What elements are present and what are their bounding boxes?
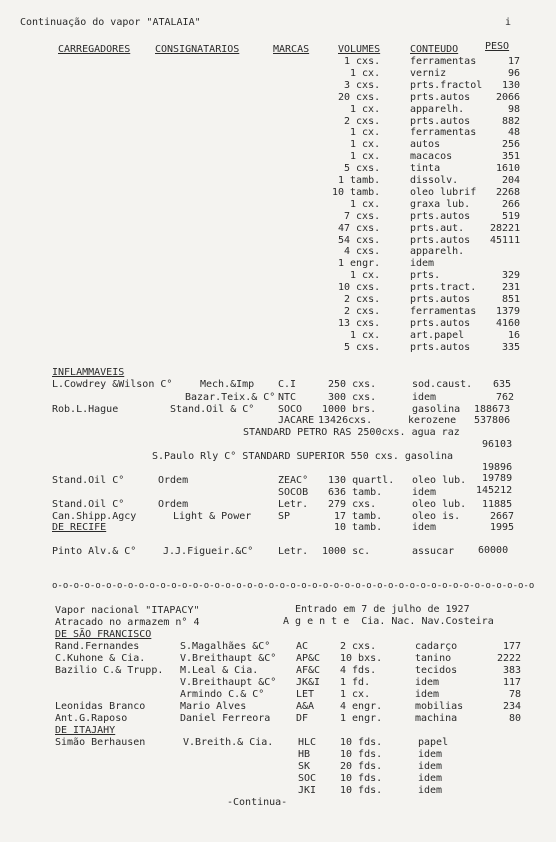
cargo-peso: 266 bbox=[502, 199, 521, 210]
marca: NTC bbox=[278, 392, 297, 403]
sf-conteudo: tecidos bbox=[415, 665, 458, 676]
cargo-peso: 130 bbox=[502, 80, 521, 91]
peso: 537806 bbox=[474, 415, 511, 426]
header-carregadores: CARREGADORES bbox=[58, 44, 131, 55]
header-volumes: VOLUMES bbox=[338, 44, 381, 55]
carregador: Stand.Oil C° bbox=[52, 475, 125, 486]
sf-conteudo: mobilias bbox=[415, 701, 464, 712]
sf-carregador: C.Kuhone & Cia. bbox=[55, 653, 146, 664]
volume: 1000 sc. bbox=[322, 546, 371, 557]
sf-marca: JK&I bbox=[296, 677, 321, 688]
cargo-volume: 1 tamb. bbox=[338, 175, 381, 186]
cargo-volume: 1 cxs. bbox=[344, 56, 381, 67]
sf-marca: LET bbox=[296, 689, 315, 700]
conteudo: oleo lub. bbox=[412, 475, 467, 486]
cargo-peso: 2066 bbox=[496, 92, 521, 103]
consignatario: J.J.Figueir.&C° bbox=[163, 546, 254, 557]
sf-marca: A&A bbox=[296, 701, 315, 712]
sf-peso: 2222 bbox=[497, 653, 522, 664]
cargo-volume: 1 cx. bbox=[350, 127, 381, 138]
sf-peso: 80 bbox=[509, 713, 522, 724]
section-heading-sao-francisco: DE SÃO FRANCISCO bbox=[55, 629, 152, 640]
conteudo: sod.caust. bbox=[412, 379, 473, 390]
peso: 11885 bbox=[482, 499, 513, 510]
it-conteudo: idem bbox=[418, 785, 443, 796]
conteudo: idem bbox=[412, 392, 437, 403]
conteudo: idem bbox=[412, 522, 437, 533]
page-number: i bbox=[505, 17, 512, 28]
conteudo: gasolina bbox=[412, 404, 461, 415]
vessel-berth: Atracado no armazem n° 4 bbox=[55, 617, 200, 628]
cargo-conteudo: prts.autos bbox=[410, 294, 471, 305]
cargo-peso: 882 bbox=[502, 116, 521, 127]
cargo-volume: 1 cx. bbox=[350, 151, 381, 162]
footer-continua: -Continua- bbox=[227, 797, 288, 808]
sf-consignatario: Armindo C.& C° bbox=[180, 689, 265, 700]
it-volume: 10 fds. bbox=[340, 749, 383, 760]
consignatario: Ordem bbox=[158, 475, 189, 486]
marca: SP bbox=[278, 511, 291, 522]
peso: 19789 bbox=[482, 473, 513, 484]
conteudo: assucar bbox=[412, 546, 455, 557]
cargo-volume: 54 cxs. bbox=[338, 235, 381, 246]
cargo-conteudo: oleo lubrif bbox=[410, 187, 477, 198]
cargo-conteudo: ferramentas bbox=[410, 56, 477, 67]
conteudo: oleo is. bbox=[412, 511, 461, 522]
cargo-volume: 13 cxs. bbox=[338, 318, 381, 329]
cargo-peso: 48 bbox=[508, 127, 521, 138]
cargo-conteudo: art.papel bbox=[410, 330, 465, 341]
cargo-conteudo: ferramentas bbox=[410, 127, 477, 138]
cargo-conteudo: apparelh. bbox=[410, 246, 465, 257]
consignatario: Light & Power bbox=[173, 511, 252, 522]
sf-marca: AF&C bbox=[296, 665, 321, 676]
sf-peso: 383 bbox=[503, 665, 522, 676]
vessel-agent: A g e n t e Cia. Nac. Nav.Costeira bbox=[283, 616, 494, 627]
sf-consignatario: V.Breithaupt &C° bbox=[180, 653, 277, 664]
sf-carregador: Ant.G.Raposo bbox=[55, 713, 128, 724]
cargo-conteudo: prts.autos bbox=[410, 342, 471, 353]
cargo-volume: 7 cxs. bbox=[344, 211, 381, 222]
it-marca: HB bbox=[298, 749, 311, 760]
cargo-volume: 2 cxs. bbox=[344, 294, 381, 305]
marca: Letr. bbox=[278, 499, 309, 510]
it-marca: HLC bbox=[298, 737, 317, 748]
cargo-volume: 10 tamb. bbox=[332, 187, 381, 198]
cargo-conteudo: prts.tract. bbox=[410, 282, 477, 293]
cargo-conteudo: dissolv. bbox=[410, 175, 459, 186]
peso: 19896 bbox=[482, 462, 513, 473]
sf-volume: 4 engr. bbox=[340, 701, 383, 712]
cargo-conteudo: idem bbox=[410, 258, 435, 269]
sf-marca: AC bbox=[296, 641, 309, 652]
cargo-volume: 1 cx. bbox=[350, 68, 381, 79]
cargo-peso: 851 bbox=[502, 294, 521, 305]
cargo-volume: 1 cx. bbox=[350, 139, 381, 150]
marca: JACARE bbox=[278, 415, 315, 426]
cargo-peso: 204 bbox=[502, 175, 521, 186]
cargo-volume: 47 cxs. bbox=[338, 223, 381, 234]
volume: 130 quartl. bbox=[328, 475, 395, 486]
volume: 13426cxs. bbox=[318, 415, 373, 426]
peso: 60000 bbox=[478, 545, 509, 556]
volume: 636 tamb. bbox=[328, 487, 383, 498]
cargo-peso: 256 bbox=[502, 139, 521, 150]
cargo-peso: 45111 bbox=[490, 235, 521, 246]
cargo-peso: 1379 bbox=[496, 306, 521, 317]
cargo-peso: 519 bbox=[502, 211, 521, 222]
cargo-conteudo: autos bbox=[410, 139, 441, 150]
volume: 1000 brs. bbox=[322, 404, 377, 415]
cargo-peso: 329 bbox=[502, 270, 521, 281]
sf-consignatario: M.Leal & Cia. bbox=[180, 665, 259, 676]
peso: 188673 bbox=[474, 404, 511, 415]
marca: C.I bbox=[278, 379, 297, 390]
conteudo: idem bbox=[412, 487, 437, 498]
carregador: L.Cowdrey &Wilson C° bbox=[52, 379, 173, 390]
cargo-peso: 96 bbox=[508, 68, 521, 79]
carregador: Stand.Oil C° bbox=[52, 499, 125, 510]
it-conteudo: idem bbox=[418, 773, 443, 784]
sf-peso: 234 bbox=[503, 701, 522, 712]
cargo-peso: 17 bbox=[508, 56, 521, 67]
cargo-volume: 1 cx. bbox=[350, 330, 381, 341]
section-heading-inflammaveis: INFLAMMAVEIS bbox=[52, 367, 125, 378]
volume: 17 tamb. bbox=[334, 511, 383, 522]
volume: 279 cxs. bbox=[328, 499, 377, 510]
it-conteudo: idem bbox=[418, 749, 443, 760]
conteudo: kerozene bbox=[408, 415, 457, 426]
cargo-volume: 5 cxs. bbox=[344, 163, 381, 174]
it-volume: 10 fds. bbox=[340, 773, 383, 784]
marca: Letr. bbox=[278, 546, 309, 557]
sf-consignatario: Mario Alves bbox=[180, 701, 247, 712]
volume: 250 cxs. bbox=[328, 379, 377, 390]
volume: 10 tamb. bbox=[334, 522, 383, 533]
sf-volume: 4 fds. bbox=[340, 665, 377, 676]
vessel-name: Vapor nacional "ITAPACY" bbox=[55, 605, 200, 616]
cargo-volume: 4 cxs. bbox=[344, 246, 381, 257]
standard-petro-line: STANDARD PETRO RAS 2500cxs. agua raz bbox=[243, 427, 460, 438]
sf-carregador: Leonidas Branco bbox=[55, 701, 146, 712]
cargo-conteudo: prts. bbox=[410, 270, 441, 281]
cargo-volume: 3 cxs. bbox=[344, 80, 381, 91]
cargo-peso: 28221 bbox=[490, 223, 521, 234]
header-peso: PESO bbox=[485, 41, 510, 52]
marca: ZEAC° bbox=[278, 475, 309, 486]
sf-conteudo: tanino bbox=[415, 653, 452, 664]
cargo-volume: 2 cxs. bbox=[344, 116, 381, 127]
sf-carregador: Rand.Fernandes bbox=[55, 641, 140, 652]
peso: 1995 bbox=[490, 522, 515, 533]
volume: 300 cxs. bbox=[328, 392, 377, 403]
header-conteudo: CONTEUDO bbox=[410, 44, 459, 55]
peso: 2667 bbox=[490, 511, 515, 522]
it-conteudo: papel bbox=[418, 737, 449, 748]
cargo-conteudo: graxa lub. bbox=[410, 199, 471, 210]
carregador: Rob.L.Hague bbox=[52, 404, 119, 415]
marca: SOCO bbox=[278, 404, 303, 415]
peso: 96103 bbox=[482, 439, 513, 450]
cargo-peso: 16 bbox=[508, 330, 521, 341]
cargo-conteudo: macacos bbox=[410, 151, 453, 162]
it-volume: 10 fds. bbox=[340, 785, 383, 796]
sf-peso: 177 bbox=[503, 641, 522, 652]
cargo-peso: 2268 bbox=[496, 187, 521, 198]
cargo-conteudo: verniz bbox=[410, 68, 447, 79]
section-heading-itajahy: DE ITAJAHY bbox=[55, 725, 116, 736]
cargo-volume: 2 cxs. bbox=[344, 306, 381, 317]
cargo-volume: 10 cxs. bbox=[338, 282, 381, 293]
cargo-volume: 1 cx. bbox=[350, 104, 381, 115]
cargo-peso: 1610 bbox=[496, 163, 521, 174]
sf-volume: 1 fd. bbox=[340, 677, 371, 688]
it-carregador: Simão Berhausen bbox=[55, 737, 146, 748]
marca: SOCOB bbox=[278, 487, 309, 498]
vessel-arrival: Entrado em 7 de julho de 1927 bbox=[295, 604, 470, 615]
cargo-peso: 98 bbox=[508, 104, 521, 115]
cargo-peso: 335 bbox=[502, 342, 521, 353]
cargo-conteudo: prts.autos bbox=[410, 318, 471, 329]
consignatario: Mech.&Imp bbox=[200, 379, 255, 390]
peso: 635 bbox=[493, 379, 512, 390]
sf-volume: 1 engr. bbox=[340, 713, 383, 724]
sf-conteudo: idem bbox=[415, 677, 440, 688]
cargo-conteudo: prts.autos bbox=[410, 116, 471, 127]
cargo-conteudo: prts.autos bbox=[410, 211, 471, 222]
conteudo: oleo lub. bbox=[412, 499, 467, 510]
it-marca: SOC bbox=[298, 773, 317, 784]
cargo-conteudo: prts.aut. bbox=[410, 223, 465, 234]
cargo-conteudo: ferramentas bbox=[410, 306, 477, 317]
cargo-volume: 1 cx. bbox=[350, 270, 381, 281]
consignatario: Bazar.Teix.& C° bbox=[185, 392, 276, 403]
cargo-volume: 5 cxs. bbox=[344, 342, 381, 353]
header-consignatarios: CONSIGNATARIOS bbox=[155, 44, 240, 55]
cargo-conteudo: prts.autos bbox=[410, 92, 471, 103]
sf-consignatario: V.Breithaupt &C° bbox=[180, 677, 277, 688]
sf-consignatario: S.Magalhães &C° bbox=[180, 641, 271, 652]
sf-volume: 2 cxs. bbox=[340, 641, 377, 652]
peso: 762 bbox=[496, 392, 515, 403]
cargo-conteudo: prts.fractol bbox=[410, 80, 483, 91]
cargo-conteudo: apparelh. bbox=[410, 104, 465, 115]
section-heading-recife: DE RECIFE bbox=[52, 522, 107, 533]
sf-volume: 10 bxs. bbox=[340, 653, 383, 664]
document-title: Continuação do vapor "ATALAIA" bbox=[20, 17, 201, 28]
separator-line: o-o-o-o-o-o-o-o-o-o-o-o-o-o-o-o-o-o-o-o-o-o-o-o-o-o-o-o-o-o-o-o-o-o-o-o-o-o-o-o-o-o-o-o-o bbox=[52, 581, 535, 591]
sf-conteudo: machina bbox=[415, 713, 458, 724]
sf-conteudo: cadarço bbox=[415, 641, 458, 652]
header-marcas: MARCAS bbox=[273, 44, 310, 55]
cargo-volume: 20 cxs. bbox=[338, 92, 381, 103]
peso: 145212 bbox=[476, 485, 513, 496]
sf-marca: AP&C bbox=[296, 653, 321, 664]
it-volume: 20 fds. bbox=[340, 761, 383, 772]
it-marca: SK bbox=[298, 761, 311, 772]
cargo-peso: 4160 bbox=[496, 318, 521, 329]
cargo-volume: 1 cx. bbox=[350, 199, 381, 210]
cargo-conteudo: tinta bbox=[410, 163, 441, 174]
carregador: Can.Shipp.Agcy bbox=[52, 511, 137, 522]
sf-marca: DF bbox=[296, 713, 309, 724]
sf-carregador: Bazilio C.& Trupp. bbox=[55, 665, 164, 676]
cargo-conteudo: prts.autos bbox=[410, 235, 471, 246]
sf-peso: 117 bbox=[503, 677, 522, 688]
carregador: Pinto Alv.& C° bbox=[52, 546, 137, 557]
sf-volume: 1 cx. bbox=[340, 689, 371, 700]
sf-consignatario: Daniel Ferreora bbox=[180, 713, 271, 724]
sf-conteudo: idem bbox=[415, 689, 440, 700]
standard-superior-line: S.Paulo Rly C° STANDARD SUPERIOR 550 cxs. gasolina bbox=[152, 451, 454, 462]
it-marca: JKI bbox=[298, 785, 317, 796]
cargo-peso: 351 bbox=[502, 151, 521, 162]
it-conteudo: idem bbox=[418, 761, 443, 772]
it-consignatario: V.Breith.& Cia. bbox=[183, 737, 274, 748]
consignatario: Stand.Oil & C° bbox=[170, 404, 255, 415]
cargo-volume: 1 engr. bbox=[338, 258, 381, 269]
it-volume: 10 fds. bbox=[340, 737, 383, 748]
sf-peso: 78 bbox=[509, 689, 522, 700]
consignatario: Ordem bbox=[158, 499, 189, 510]
cargo-peso: 231 bbox=[502, 282, 521, 293]
